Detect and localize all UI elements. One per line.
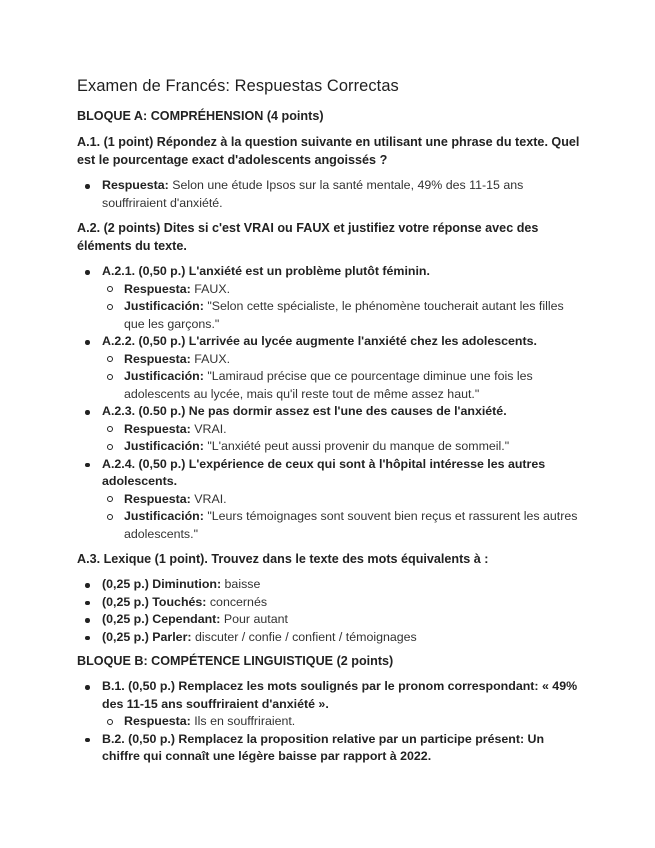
list-item: A.2.1. (0,50 p.) L'anxiété est un problème plutôt féminin. Respuesta: FAUX. Justificación: "Selon cette spécialiste, le phénomène toucherait autant les filles que les garçons." [77,263,582,333]
question-a3: A.3. Lexique (1 point). Trouvez dans le texte des mots équivalents à : [77,552,489,566]
list-item: (0,25 p.) Cependant: Pour autant [77,611,582,629]
list-item: A.2.3. (0.50 p.) Ne pas dormir assez est l'une des causes de l'anxiété. Respuesta: VRAI. Justificación: "L'anxiété peut aussi provenir du manque de sommeil." [77,403,582,456]
list-item: (0,25 p.) Touchés: concernés [77,594,582,612]
list-item: B.1. (0,50 p.) Remplacez les mots soulignés par le pronom correspondant: « 49% des 11-15 ans souffriraient d'anxiété ». Respuesta: Ils en souffriraient. [77,678,582,731]
list-item: A.2.2. (0,50 p.) L'arrivée au lycée augmente l'anxiété chez les adolescents. Respuesta: FAUX. Justificación: "Lamiraud précise que ce pourcentage diminue une fois les adolescents au lycée, mais qu'il reste tout de même assez haut." [77,333,582,403]
list-item: Respuesta: Ils en souffriraient. [102,713,582,731]
list-item: Justificación: "Selon cette spécialiste, le phénomène toucherait autant les filles que les garçons." [102,298,582,333]
list-item: (0,25 p.) Diminution: baisse [77,576,582,594]
question-a2: A.2. (2 points) Dites si c'est VRAI ou FAUX et justifiez votre réponse avec des éléments du texte. [77,221,539,253]
block-b-heading: BLOQUE B: COMPÉTENCE LINGUISTIQUE (2 points) [77,654,394,668]
block-a-heading: BLOQUE A: COMPRÉHENSION (4 points) [77,109,324,123]
list-item: Justificación: "L'anxiété peut aussi provenir du manque de sommeil." [102,438,582,456]
answer-list-b [77,678,582,766]
list-item: Respuesta: FAUX. [102,281,582,299]
list-item: Respuesta: VRAI. [102,421,582,439]
list-item: A.2.4. (0,50 p.) L'expérience de ceux qui sont à l'hôpital intéresse les autres adolescents. Respuesta: VRAI. Justificación: "Leurs témoignages sont souvent bien reçus et rassurent les autres adolescents." [77,456,582,544]
list-item: (0,25 p.) Parler: discuter / confie / confient / témoignages [77,629,582,647]
document-title: Examen de Francés: Respuestas Correctas [77,77,399,95]
document-page [77,76,582,773]
answer-list-a2 [77,263,582,543]
list-item: Respuesta: Selon une étude Ipsos sur la santé mentale, 49% des 11-15 ans souffriraient d'anxiété. [77,177,582,212]
list-item: Justificación: "Leurs témoignages sont souvent bien reçus et rassurent les autres adolescents." [102,508,582,543]
list-item: Justificación: "Lamiraud précise que ce pourcentage diminue une fois les adolescents au lycée, mais qu'il reste tout de même assez haut." [102,368,582,403]
list-item: B.2. (0,50 p.) Remplacez la proposition relative par un participe présent: Un chiffre qui connaît une légère baisse par rapport à 2022. [77,731,582,766]
list-item: Respuesta: VRAI. [102,491,582,509]
list-item: Respuesta: FAUX. [102,351,582,369]
answer-list-a1 [77,177,582,212]
question-a1: A.1. (1 point) Répondez à la question suivante en utilisant une phrase du texte. Quel est le pourcentage exact d'adolescents angoissés ? [77,135,580,167]
answer-list-a3 [77,576,582,646]
